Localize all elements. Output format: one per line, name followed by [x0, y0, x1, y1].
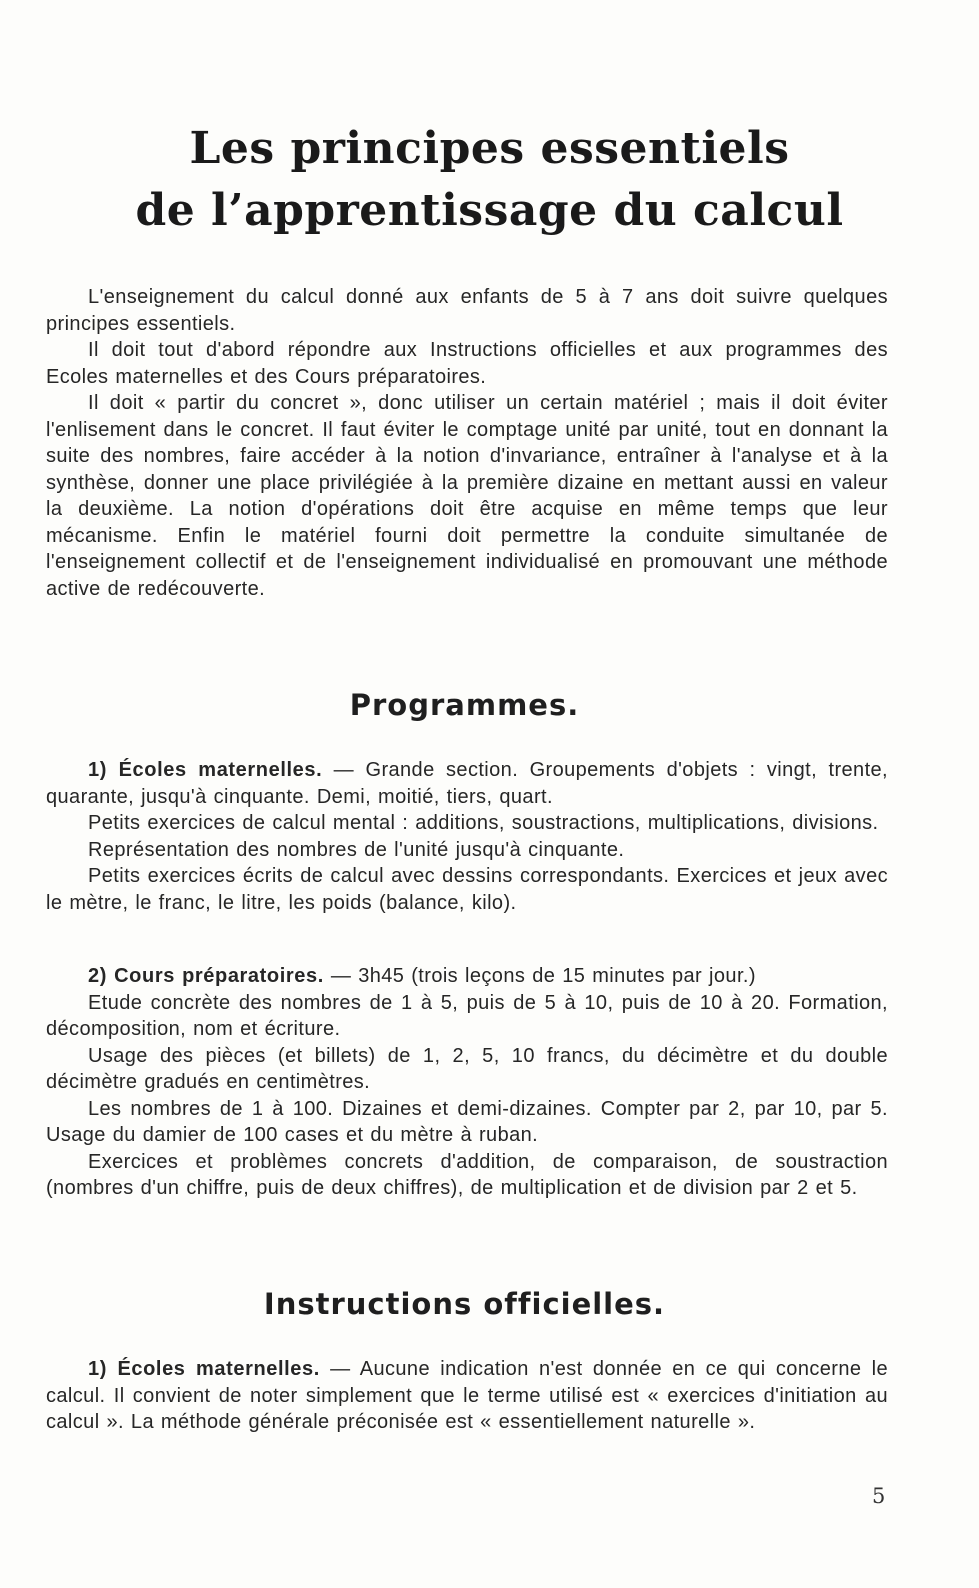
programmes-cours-paragraph: Usage des pièces (et billets) de 1, 2, 5, 10 francs, du décimètre et du double décimètre gradués en centimètres. [46, 1044, 888, 1093]
programmes-cours-paragraph: Les nombres de 1 à 100. Dizaines et demi-dizaines. Compter par 2, par 10, par 5. Usage du damier de 100 cases et du mètre à ruban. [46, 1097, 888, 1146]
intro-paragraph: Il doit « partir du concret », donc utiliser un certain matériel ; mais il doit éviter l'enlisement dans le concret. Il faut éviter le comptage unité par unité, tout en donnant la suite des nombres, faire accéder à la notion d'invariance, entraîner à l'analyse et à la synthèse, donner une place privilégiée à la première dizaine en mettant aussi en valeur la deuxième. La notion d'opérations doit être acquise en même temps que leur mécanisme. Enfin le matériel fourni doit permettre la conduite simultanée de l'enseignement collectif et de l'enseignement individualisé en promouvant une méthode active de redécouverte. [46, 392, 888, 600]
page-title-line-2: de l’apprentissage du calcul [135, 185, 844, 236]
page-title-line-1: Les principes essentiels [189, 123, 790, 174]
programmes-ecoles-paragraph [46, 757, 888, 810]
programmes-cours-text: — 3h45 (trois leçons de 15 minutes par jour.) [323, 965, 756, 987]
programmes-cours-section [46, 963, 888, 1202]
instructions-ecoles-lead: 1) Écoles maternelles. [88, 1358, 320, 1380]
programmes-ecoles-lead: 1) Écoles maternelles. [88, 759, 323, 781]
page-number: 5 [872, 1484, 886, 1508]
programmes-heading: Programmes. [349, 688, 580, 722]
intro-paragraph: Il doit tout d'abord répondre aux Instructions officielles et aux programmes des Ecoles maternelles et des Cours préparatoires. [46, 339, 888, 388]
programmes-ecoles-paragraph: Représentation des nombres de l'unité jusqu'à cinquante. [88, 838, 625, 861]
intro-section [46, 284, 888, 602]
programmes-ecoles-paragraph: Petits exercices écrits de calcul avec dessins correspondants. Exercices et jeux avec le mètre, le franc, le litre, les poids (balance, kilo). [46, 865, 888, 914]
programmes-ecoles-paragraph: Petits exercices de calcul mental : additions, soustractions, multiplications, divisions. [88, 812, 879, 834]
programmes-cours-paragraph: Exercices et problèmes concrets d'addition, de comparaison, de soustraction (nombres d'un chiffre, puis de deux chiffres), de multiplication et de division par 2 et 5. [46, 1150, 888, 1199]
page-title [0, 118, 979, 242]
intro-paragraph: L'enseignement du calcul donné aux enfants de 5 à 7 ans doit suivre quelques principes essentiels. [46, 286, 888, 335]
instructions-heading: Instructions officielles. [263, 1287, 666, 1321]
instructions-ecoles-text: — Aucune indication n'est donnée en ce qui concerne le calcul. Il convient de noter simplement que le terme utilisé est « exercices d'initiation au calcul ». La méthode générale préconisée est « essentiellement naturelle ». [46, 1358, 888, 1433]
instructions-ecoles-paragraph [46, 1356, 888, 1436]
programmes-ecoles-section [46, 757, 888, 916]
programmes-cours-lead: 2) Cours préparatoires. [88, 965, 324, 987]
instructions-ecoles-section [46, 1356, 888, 1436]
programmes-cours-paragraph [46, 963, 888, 990]
programmes-ecoles-text: — Grande section. Groupements d'objets : vingt, trente, quarante, jusqu'à cinquante. Demi, moitié, tiers, quart. [46, 759, 889, 808]
programmes-cours-paragraph: Etude concrète des nombres de 1 à 5, puis de 5 à 10, puis de 10 à 20. Formation, décomposition, nom et écriture. [46, 991, 888, 1040]
